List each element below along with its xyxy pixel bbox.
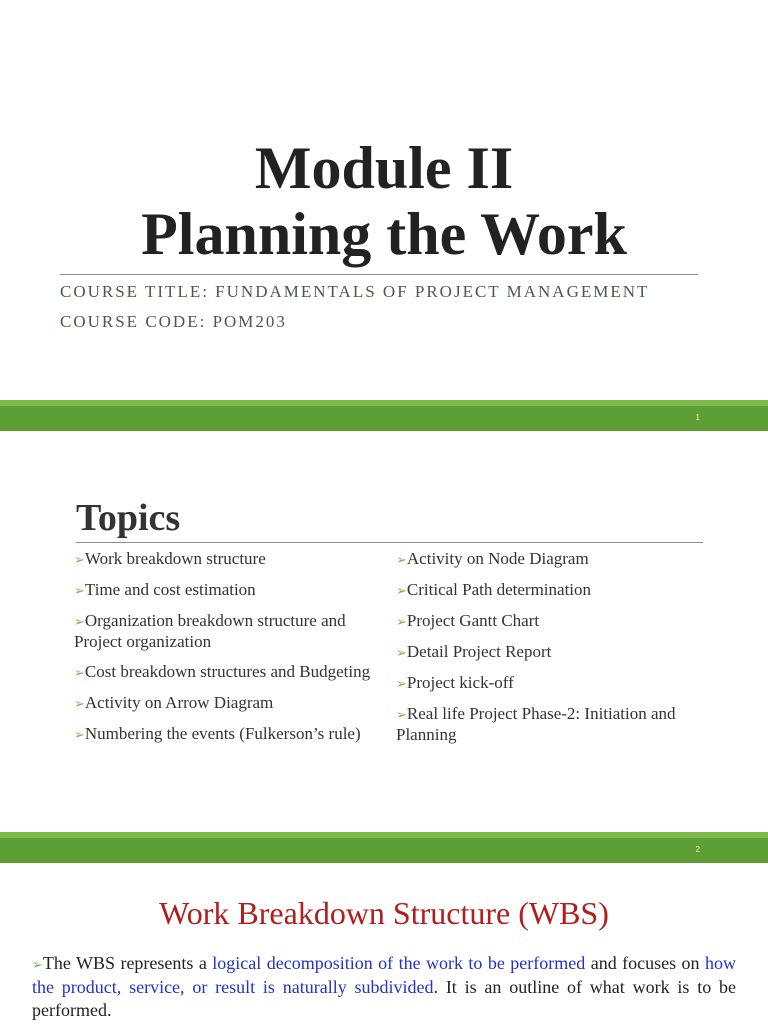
- arrow-bullet-icon: ➢: [396, 707, 407, 722]
- topics-left-column: [74, 549, 374, 755]
- wbs-paragraph: ➢The WBS represents a logical decomposition of the work to be performed and focuses on how the product, service, or result is naturally subdivided. It is an outline of what work is to be performed.: [32, 953, 736, 1020]
- page-number-1: 1: [695, 413, 700, 422]
- arrow-bullet-icon: ➢: [396, 583, 407, 598]
- highlight-text: logical decomposition of the work to be performed: [212, 953, 586, 973]
- list-item: ➢Work breakdown structure: [74, 549, 266, 568]
- list-item: ➢Numbering the events (Fulkerson’s rule): [74, 724, 361, 743]
- topics-right-column: [396, 549, 696, 755]
- topics-title: Topics: [76, 497, 181, 539]
- list-item: ➢Project Gantt Chart: [396, 611, 540, 630]
- arrow-bullet-icon: ➢: [396, 552, 407, 567]
- course-title: COURSE TITLE: FUNDAMENTALS OF PROJECT MANAGEMENT: [60, 282, 650, 301]
- list-item: ➢Critical Path determination: [396, 580, 592, 599]
- slide-footer-band-2: [0, 832, 768, 863]
- list-item: ➢Project kick-off: [396, 673, 514, 692]
- list-item: ➢Activity on Node Diagram: [396, 549, 589, 568]
- list-item: ➢Organization breakdown structure and Project organization: [74, 611, 346, 651]
- page-number-2: 2: [695, 845, 700, 854]
- course-code: COURSE CODE: POM203: [60, 312, 287, 331]
- arrow-bullet-icon: ➢: [396, 676, 407, 691]
- list-item: ➢Real life Project Phase-2: Initiation and Planning: [396, 704, 676, 744]
- list-item: ➢Cost breakdown structures and Budgeting: [74, 662, 371, 681]
- arrow-bullet-icon: ➢: [74, 614, 85, 629]
- module-subtitle: Planning the Work: [141, 201, 627, 267]
- list-item: ➢Detail Project Report: [396, 642, 552, 661]
- module-title: Module II: [254, 135, 514, 201]
- arrow-bullet-icon: ➢: [32, 957, 43, 972]
- wbs-title: Work Breakdown Structure (WBS): [159, 895, 609, 931]
- list-item: ➢Activity on Arrow Diagram: [74, 693, 274, 712]
- topics-divider: [76, 542, 703, 543]
- slide-footer-band-1: [0, 400, 768, 431]
- highlight-text: how the product, service, or result is naturally subdivided: [32, 953, 736, 997]
- arrow-bullet-icon: ➢: [74, 665, 85, 680]
- slide-1: [0, 0, 768, 400]
- arrow-bullet-icon: ➢: [74, 583, 85, 598]
- arrow-bullet-icon: ➢: [74, 727, 85, 742]
- arrow-bullet-icon: ➢: [396, 645, 407, 660]
- arrow-bullet-icon: ➢: [396, 614, 407, 629]
- arrow-bullet-icon: ➢: [74, 552, 85, 567]
- title-divider: [60, 274, 698, 275]
- arrow-bullet-icon: ➢: [74, 696, 85, 711]
- list-item: ➢Time and cost estimation: [74, 580, 256, 599]
